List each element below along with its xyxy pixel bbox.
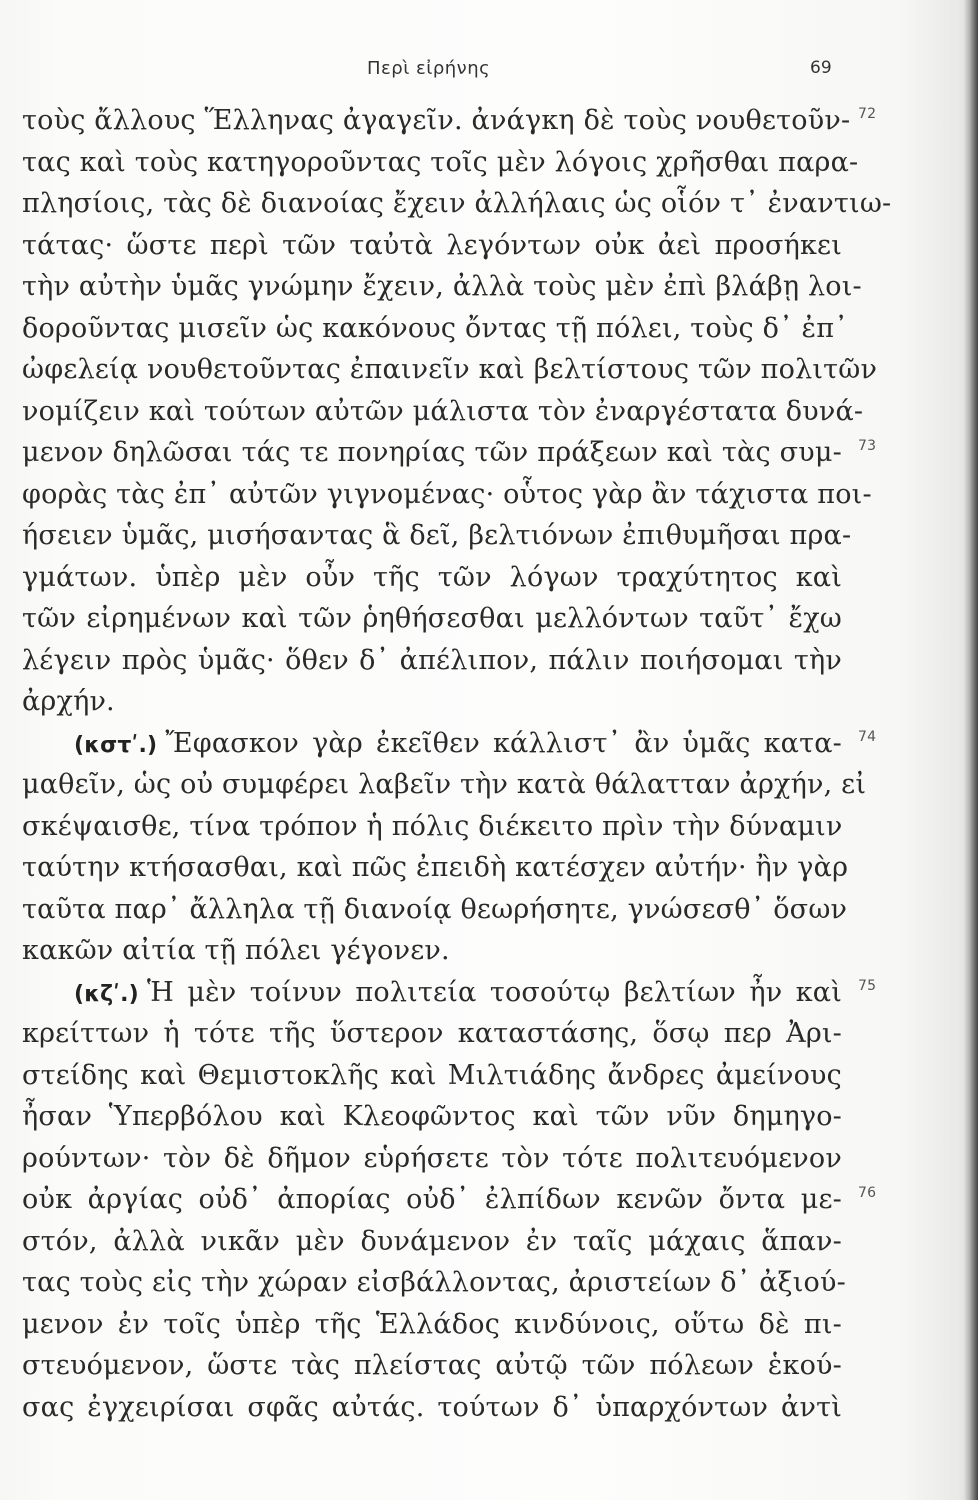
text-line: σκέψαισθε, τίνα τρόπον ἡ πόλις διέκειτο πρὶν τὴν δύναμιν xyxy=(22,810,843,842)
text-line: νομίζειν καὶ τούτων αὐτῶν μάλιστα τὸν ἐναργέστατα δυνά- xyxy=(22,395,864,427)
section-number: 72 xyxy=(858,106,877,122)
text-line: μαθεῖν, ὡς οὐ συμφέρει λαβεῖν τὴν κατὰ θάλατταν ἀρχήν, εἰ xyxy=(22,769,867,800)
text-line: οὐκ ἀργίας οὐδ᾽ ἀπορίας οὐδ᾽ ἐλπίδων κενῶν ὄντα με- 76 xyxy=(22,1179,842,1221)
page-number: 69 xyxy=(810,58,832,78)
text-line: τοὺς ἄλλους Ἕλληνας ἀγαγεῖν. ἀνάγκη δὲ τοὺς νουθετοῦν- 72 xyxy=(22,100,842,142)
text-line: μενον ἐν τοῖς ὑπὲρ τῆς Ἑλλάδος κινδύνοις, οὕτω δὲ πι- xyxy=(22,1308,842,1340)
section-mark: (κζʹ.) xyxy=(74,981,139,1007)
page-header xyxy=(0,58,978,88)
text-line: τας καὶ τοὺς κατηγοροῦντας τοῖς μὲν λόγοις χρῆσθαι παρα- xyxy=(22,146,859,178)
text-line: δοροῦντας μισεῖν ὡς κακόνους ὄντας τῇ πόλει, τοὺς δ᾽ ἐπ᾽ xyxy=(22,312,848,344)
text-line: ἀρχήν. xyxy=(22,686,115,717)
text-line: τῶν εἰρημένων καὶ τῶν ῥηθήσεσθαι μελλόντων ταῦτ᾽ ἔχω xyxy=(22,603,842,634)
section-number: 73 xyxy=(858,438,877,454)
page-edge-shadow xyxy=(964,0,978,1500)
text-line: τας τοὺς εἰς τὴν χώραν εἰσβάλλοντας, ἀριστείων δ᾽ ἀξιού- xyxy=(22,1267,846,1298)
text-line: (κστʹ.) Ἔφασκον γὰρ ἐκεῖθεν κάλλιστ᾽ ἂν ὑμᾶς κατα- 74 xyxy=(22,723,842,765)
text-line: ἦσαν Ὑπερβόλου καὶ Κλεοφῶντος καὶ τῶν νῦν δημηγο- xyxy=(22,1101,842,1132)
text-line: σας ἐγχειρίσαι σφᾶς αὐτάς. τούτων δ᾽ ὑπαρχόντων ἀντὶ xyxy=(22,1391,842,1423)
text-line: στόν, ἀλλὰ νικᾶν μὲν δυνάμενον ἐν ταῖς μάχαις ἅπαν- xyxy=(22,1225,842,1257)
text-line: ὠφελείᾳ νουθετοῦντας ἐπαινεῖν καὶ βελτίστους τῶν πολιτῶν xyxy=(22,354,878,385)
text-line: κρείττων ἡ τότε τῆς ὕστερον καταστάσης, ὅσῳ περ Ἀρι- xyxy=(22,1018,842,1049)
text-line: τὴν αὐτὴν ὑμᾶς γνώμην ἔχειν, ἀλλὰ τοὺς μὲν ἐπὶ βλάβῃ λοι- xyxy=(22,271,862,302)
text-line: γμάτων. ὑπὲρ μὲν οὖν τῆς τῶν λόγων τραχύτητος καὶ xyxy=(22,561,842,593)
text-line: κακῶν αἰτία τῇ πόλει γέγονεν. xyxy=(22,935,450,966)
section-mark: (κστʹ.) xyxy=(74,732,158,758)
text-line: ήσειεν ὑμᾶς, μισήσαντας ἃ δεῖ, βελτιόνων ἐπιθυμῆσαι πρα- xyxy=(22,520,852,551)
text-line: στευόμενον, ὥστε τὰς πλείστας αὐτῷ τῶν πόλεων ἑκού- xyxy=(22,1350,842,1381)
text-line: ταύτην κτήσασθαι, καὶ πῶς ἐπειδὴ κατέσχεν αὐτήν· ἢν γὰρ xyxy=(22,852,849,883)
section-number: 76 xyxy=(858,1185,877,1201)
section-number: 75 xyxy=(858,977,877,994)
text-line: μενον δηλῶσαι τάς τε πονηρίας τῶν πράξεων καὶ τὰς συμ- 73 xyxy=(22,432,842,474)
text-line: ρούντων· τὸν δὲ δῆμον εὑρήσετε τὸν τότε πολιτευόμενον xyxy=(22,1142,842,1174)
text-line: στείδης καὶ Θεμιστοκλῆς καὶ Μιλτιάδης ἄνδρες ἀμείνους xyxy=(22,1059,842,1091)
text-line: πλησίοις, τὰς δὲ διανοίας ἔχειν ἀλλήλαις ὡς οἷόν τ᾽ ἐναντιω- xyxy=(22,188,892,219)
text-line: λέγειν πρὸς ὑμᾶς· ὅθεν δ᾽ ἀπέλιπον, πάλιν ποιήσομαι τὴν xyxy=(22,644,842,676)
text-line: (κζʹ.) Ἡ μὲν τοίνυν πολιτεία τοσούτῳ βελτίων ἦν καὶ 75 xyxy=(22,972,842,1014)
text-line: φορὰς τὰς ἐπ᾽ αὐτῶν γιγνομένας· οὗτος γὰρ ἂν τάχιστα ποι- xyxy=(22,478,872,510)
running-title: Περὶ εἰρήνης xyxy=(367,58,491,79)
section-number: 74 xyxy=(858,728,877,745)
text-line: τάτας· ὥστε περὶ τῶν ταὐτὰ λεγόντων οὐκ ἀεὶ προσήκει xyxy=(22,229,842,261)
body-text xyxy=(22,100,892,1428)
text-line: ταῦτα παρ᾽ ἄλληλα τῇ διανοίᾳ θεωρήσητε, γνώσεσθ᾽ ὅσων xyxy=(22,893,848,925)
